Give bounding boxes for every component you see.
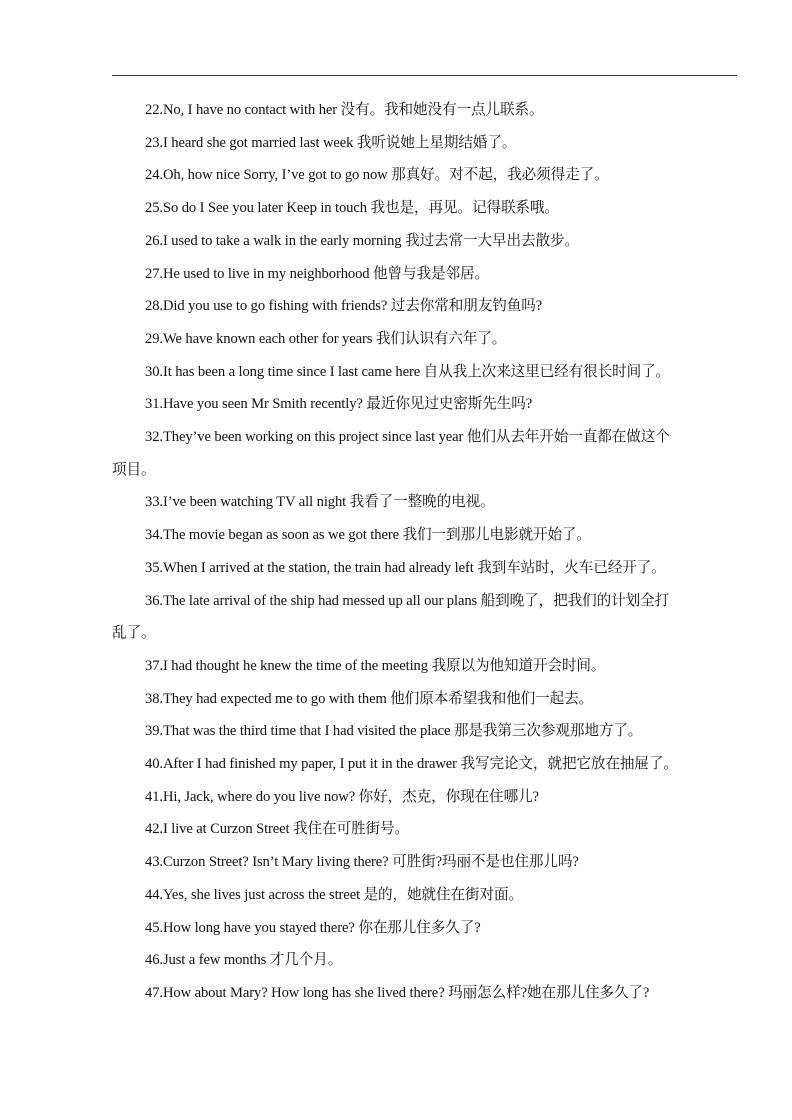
- sentence-46: 46.Just a few months 才几个月。: [145, 952, 343, 969]
- sentence-36-continued: 乱了。: [112, 625, 156, 642]
- sentence-34: 34.The movie began as soon as we got there 我们一到那儿电影就开始了。: [145, 527, 591, 544]
- sentence-37: 37.I had thought he knew the time of the meeting 我原以为他知道开会时间。: [145, 657, 606, 674]
- sentence-31: 31.Have you seen Mr Smith recently? 最近你见过史密斯先生吗?: [145, 396, 533, 413]
- sentence-27: 27.He used to live in my neighborhood 他曾与我是邻居。: [145, 265, 489, 282]
- sentence-22: 22.No, I have no contact with her 没有。我和她没有一点儿联系。: [145, 102, 544, 118]
- header-rule: [112, 75, 737, 76]
- sentence-47: 47.How about Mary? How long has she lived there? 玛丽怎么样?她在那儿住多久了?: [145, 984, 650, 1001]
- sentence-35: 35.When I arrived at the station, the train had already left 我到车站时，火车已经开了。: [145, 559, 666, 576]
- sentence-43: 43.Curzon Street? Isn’t Mary living there? 可胜街?玛丽不是也住那儿吗?: [145, 854, 579, 871]
- sentence-24: 24.Oh, how nice Sorry, I’ve got to go now 那真好。对不起，我必须得走了。: [145, 167, 609, 184]
- sentence-30: 30.It has been a long time since I last came here 自从我上次来这里已经有很长时间了。: [145, 363, 671, 380]
- sentence-list: [112, 94, 737, 1010]
- sentence-29: 29.We have known each other for years 我们认识有六年了。: [145, 330, 507, 347]
- sentence-41: 41.Hi, Jack, where do you live now? 你好，杰克，你现在住哪儿?: [145, 788, 539, 805]
- sentence-36: 36.The late arrival of the ship had messed up all our plans 船到晚了，把我们的计划全打: [145, 592, 670, 609]
- sentence-25: 25.So do I See you later Keep in touch 我也是，再见。记得联系哦。: [145, 200, 559, 217]
- sentence-32-continued: 项目。: [112, 461, 156, 478]
- sentence-28: 28.Did you use to go fishing with friends? 过去你常和朋友钓鱼吗?: [145, 298, 543, 315]
- sentence-26: 26.I used to take a walk in the early morning 我过去常一大早出去散步。: [145, 232, 579, 249]
- sentence-33: 33.I’ve been watching TV all night 我看了一整晚的电视。: [145, 494, 495, 511]
- sentence-38: 38.They had expected me to go with them 他们原本希望我和他们一起去。: [145, 690, 594, 707]
- sentence-39: 39.That was the third time that I had visited the place 那是我第三次参观那地方了。: [145, 723, 643, 740]
- sentence-32: 32.They’ve been working on this project since last year 他们从去年开始一直都在做这个: [145, 429, 670, 446]
- sentence-23: 23.I heard she got married last week 我听说她上星期结婚了。: [145, 134, 517, 151]
- sentence-40: 40.After I had finished my paper, I put it in the drawer 我写完论文，就把它放在抽屉了。: [145, 756, 678, 773]
- sentence-45: 45.How long have you stayed there? 你在那儿住多久了?: [145, 919, 481, 936]
- sentence-42: 42.I live at Curzon Street 我住在可胜街号。: [145, 821, 410, 838]
- sentence-44: 44.Yes, she lives just across the street 是的，她就住在街对面。: [145, 886, 524, 903]
